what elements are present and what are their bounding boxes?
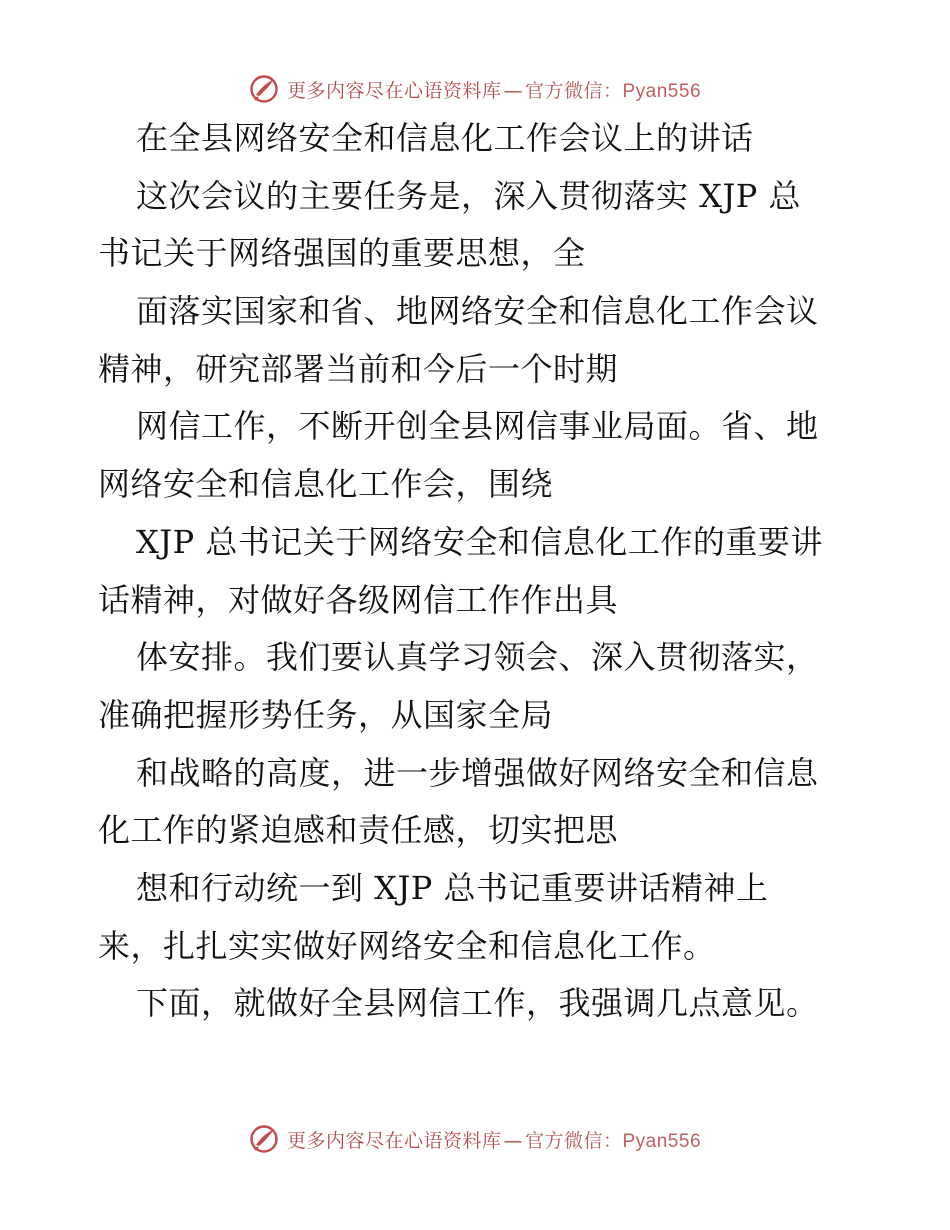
text-line: 网信工作，不断开创全县网信事业局面。省、地 (136, 407, 819, 446)
text-line: 网络安全和信息化工作会，围绕 (98, 465, 554, 504)
text-line: 体安排。我们要认真学习领会、深入贯彻落实， (136, 638, 819, 677)
watermark-id: Pyan556 (622, 80, 702, 102)
text-line: 准确把握形势任务，从国家全局 (98, 695, 554, 734)
watermark-text: 更多内容尽在心语资料库 (286, 79, 502, 102)
footer-watermark (0, 1124, 950, 1154)
text-line: 想和行动统一到 XJP 总书记重要讲话精神上 (136, 868, 769, 907)
text-line: 书记关于网络强国的重要思想，全 (98, 234, 586, 273)
watermark-separator: — (503, 79, 523, 102)
watermark-separator: — (503, 1129, 523, 1152)
text-line: 精神，研究部署当前和今后一个时期 (98, 349, 619, 388)
text-line: 话精神，对做好各级网信工作作出具 (98, 580, 619, 619)
text-line: 来，扎扎实实做好网络安全和信息化工作。 (98, 926, 716, 965)
watermark-label: 官方微信： (524, 79, 623, 102)
document-body (98, 119, 858, 1045)
watermark-id: Pyan556 (622, 1130, 702, 1152)
quill-seal-icon (249, 74, 279, 104)
text-line: 和战略的高度，进一步增强做好网络安全和信息 (136, 753, 819, 792)
text-line: XJP 总书记关于网络安全和信息化工作的重要讲 (136, 522, 823, 561)
quill-seal-icon (249, 1124, 279, 1154)
text-line: 化工作的紧迫感和责任感，切实把思 (98, 811, 619, 850)
document-title: 在全县网络安全和信息化工作会议上的讲话 (136, 119, 754, 157)
watermark-text: 更多内容尽在心语资料库 (286, 1129, 502, 1152)
header-watermark (0, 74, 950, 104)
text-line: 面落实国家和省、地网络安全和信息化工作会议 (136, 292, 819, 331)
text-line: 下面，就做好全县网信工作，我强调几点意见。 (136, 984, 819, 1023)
text-line: 这次会议的主要任务是，深入贯彻落实 XJP 总 (136, 176, 801, 215)
watermark-label: 官方微信： (524, 1129, 623, 1152)
